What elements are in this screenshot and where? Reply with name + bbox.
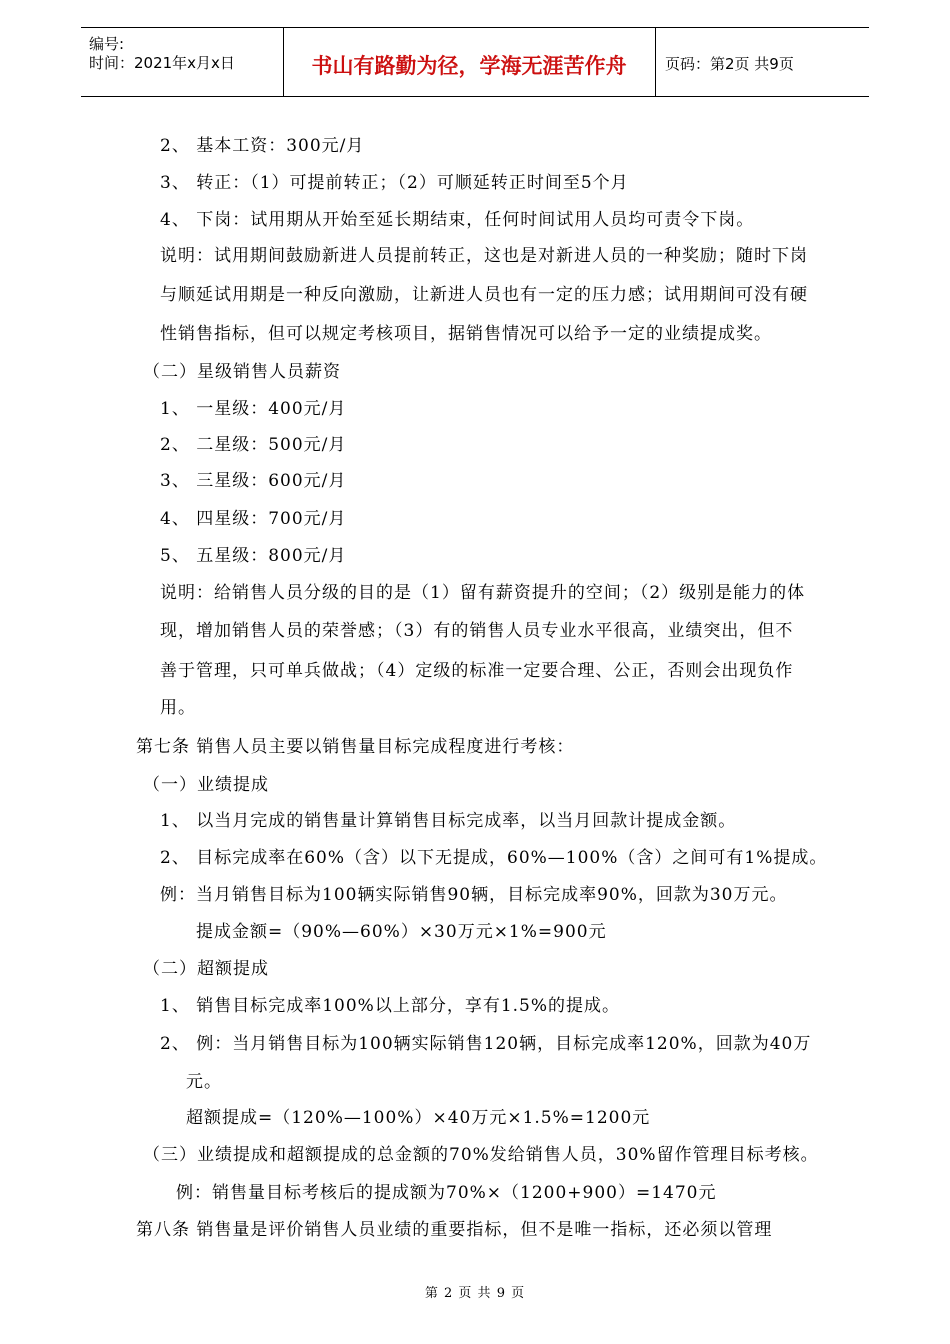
body-line: 2、 目标完成率在60%（含）以下无提成，60%—100%（含）之间可有1%提成。 <box>160 848 828 868</box>
body-line: 与顺延试用期是一种反向激励，让新进人员也有一定的压力感；试用期间可没有硬 <box>160 285 808 305</box>
document-number-label: 编号: <box>89 35 125 53</box>
article-heading: 第七条 销售人员主要以销售量目标完成程度进行考核： <box>136 737 575 757</box>
section-heading: （二）星级销售人员薪资 <box>143 362 341 382</box>
document-date-label: 时间：2021年x月x日 <box>89 54 235 72</box>
header-page-number: 页码：第2页 共9页 <box>665 55 794 73</box>
body-line: 2、 二星级：500元/月 <box>160 435 347 455</box>
section-heading: （二）超额提成 <box>143 959 269 979</box>
header-motto-cell <box>283 28 656 96</box>
body-line: 5、 五星级：800元/月 <box>160 546 347 566</box>
formula-line: 例：销售量目标考核后的提成额为70%×（1200+900）=1470元 <box>176 1183 717 1203</box>
header-meta-cell <box>81 28 284 96</box>
body-line: 善于管理，只可单兵做战；（4）定级的标准一定要合理、公正，否则会出现负作 <box>160 661 794 681</box>
page-footer: 第 2 页 共 9 页 <box>424 1286 526 1301</box>
body-line: 1、 销售目标完成率100%以上部分，享有1.5%的提成。 <box>160 996 621 1016</box>
article-heading: 第八条 销售量是评价销售人员业绩的重要指标，但不是唯一指标，还必须以管理 <box>136 1220 773 1240</box>
body-line: 性销售指标，但可以规定考核项目，据销售情况可以给予一定的业绩提成奖。 <box>160 324 772 344</box>
body-line: 2、 例：当月销售目标为100辆实际销售120辆，目标完成率120%，回款为40万 <box>160 1034 812 1054</box>
header-page-cell <box>655 28 869 96</box>
body-line: 4、 下岗：试用期从开始至延长期结束，任何时间试用人员均可责令下岗。 <box>160 210 755 230</box>
header-motto: 书山有路勤为径，学海无涯苦作舟 <box>311 54 627 78</box>
body-line: 1、 以当月完成的销售量计算销售目标完成率，以当月回款计提成金额。 <box>160 811 737 831</box>
section-heading: （一）业绩提成 <box>143 775 269 795</box>
section-heading: （三）业绩提成和超额提成的总金额的70%发给销售人员，30%留作管理目标考核。 <box>143 1145 819 1165</box>
formula-line: 提成金额=（90%—60%）×30万元×1%=900元 <box>196 922 607 942</box>
body-line: 用。 <box>160 698 196 718</box>
body-line: 2、 基本工资：300元/月 <box>160 136 365 156</box>
body-line: 例：当月销售目标为100辆实际销售90辆，目标完成率90%，回款为30万元。 <box>160 885 788 905</box>
body-line: 3、 三星级：600元/月 <box>160 471 347 491</box>
body-line: 说明：给销售人员分级的目的是（1）留有薪资提升的空间；（2）级别是能力的体 <box>160 583 806 603</box>
body-line: 说明：试用期间鼓励新进人员提前转正，这也是对新进人员的一种奖励；随时下岗 <box>160 246 808 266</box>
page-header <box>81 27 869 97</box>
body-line: 元。 <box>186 1072 222 1092</box>
formula-line: 超额提成=（120%—100%）×40万元×1.5%=1200元 <box>186 1108 651 1128</box>
body-line: 3、 转正：（1）可提前转正；（2）可顺延转正时间至5个月 <box>160 173 629 193</box>
body-line: 1、 一星级：400元/月 <box>160 399 347 419</box>
body-line: 现，增加销售人员的荣誉感；（3）有的销售人员专业水平很高，业绩突出，但不 <box>160 621 794 641</box>
body-line: 4、 四星级：700元/月 <box>160 509 347 529</box>
